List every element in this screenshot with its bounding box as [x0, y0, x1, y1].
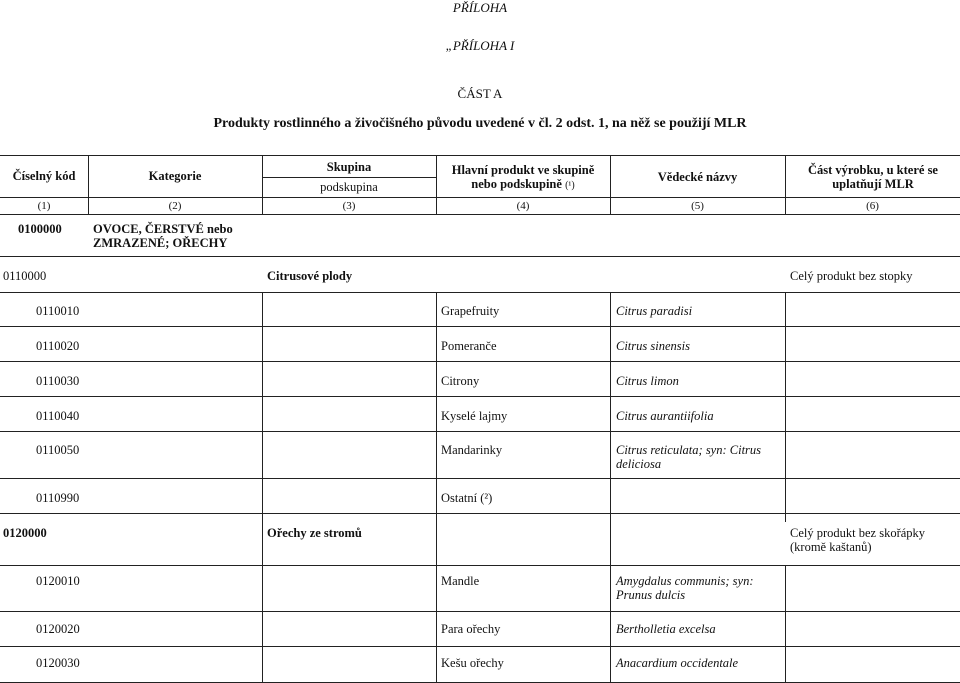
col-number: (1) [37, 200, 51, 212]
row-rule [0, 513, 960, 514]
body-divider-group [262, 292, 263, 682]
row-rule [0, 292, 960, 293]
col-header-code: Číselný kód [12, 169, 76, 183]
row-rule [0, 478, 960, 479]
row-scientific: Bertholletia excelsa [616, 622, 716, 636]
row-scientific: Citrus limon [616, 374, 679, 388]
part-label: ČÁST A [457, 86, 503, 101]
col-number: (6) [866, 200, 879, 212]
row-scientific: Citrus sinensis [616, 339, 690, 353]
row-scientific: Anacardium occidentale [616, 656, 739, 670]
row-product: Mandle [441, 574, 480, 588]
rule-colnum-bottom [0, 214, 960, 215]
row-code: 0120010 [36, 574, 80, 588]
row-product: Kyselé lajmy [441, 409, 508, 423]
row-group: Citrusové plody [267, 269, 353, 283]
row-code: 0110050 [36, 443, 80, 457]
row-code: 0100000 [18, 222, 62, 236]
row-code: 0110990 [36, 491, 80, 505]
rule-group-split [262, 177, 436, 178]
row-scientific: Citrus reticulata; syn: Citrus deliciosa [616, 443, 762, 471]
row-rule [0, 396, 960, 397]
row-scientific: Citrus paradisi [616, 304, 693, 318]
document-title: Produkty rostlinného a živočišného původu uvedené v čl. 2 odst. 1, na něž se použijí MLR [213, 116, 747, 131]
row-scientific: Amygdalus communis; syn: Prunus dulcis [616, 574, 754, 602]
row-rule [0, 256, 960, 257]
row-category: OVOCE, ČERSTVÉ nebo ZMRAZENÉ; OŘECHY [93, 222, 233, 250]
col-number: (2) [168, 200, 182, 212]
annex-label: PŘÍLOHA [452, 0, 508, 15]
row-scientific: Citrus aurantiifolia [616, 409, 714, 423]
row-product: Para ořechy [441, 622, 501, 636]
footnote-ref-1: (¹) [565, 180, 575, 191]
annex-reference: „PŘÍLOHA I [445, 38, 515, 53]
row-code: 0110000 [3, 269, 47, 283]
col-header-group: Skupina [326, 160, 372, 174]
col-header-scientific: Vědecké názvy [657, 170, 738, 184]
row-product: Grapefruity [441, 304, 500, 318]
row-code: 0110020 [36, 339, 80, 353]
row-rule [0, 361, 960, 362]
row-rule [0, 431, 960, 432]
body-divider-product [436, 292, 437, 682]
row-code: 0120000 [3, 526, 47, 540]
col-number: (5) [691, 200, 704, 212]
row-part: Celý produkt bez stopky [790, 269, 913, 283]
row-product: Ostatní (²) [441, 491, 493, 505]
col-header-category: Kategorie [148, 169, 202, 183]
row-product: Pomeranče [441, 339, 497, 353]
row-code: 0110040 [36, 409, 80, 423]
row-rule [0, 565, 960, 566]
main-product-label: Hlavní produkt ve skupině nebo podskupině [451, 163, 595, 191]
col-header-subgroup: podskupina [320, 180, 378, 194]
row-rule [0, 611, 960, 612]
col-number: (3) [342, 200, 356, 212]
rule-top [0, 155, 960, 156]
col-header-part: Část výrobku, u které se uplatňují MLR [808, 163, 938, 191]
row-rule [0, 326, 960, 327]
row-code: 0110030 [36, 374, 80, 388]
row-product: Citrony [441, 374, 480, 388]
row-product: Mandarinky [441, 443, 503, 457]
rule-header-bottom [0, 197, 960, 198]
col-number: (4) [516, 200, 530, 212]
row-code: 0110010 [36, 304, 80, 318]
body-divider-part-2 [785, 565, 786, 682]
row-group: Ořechy ze stromů [267, 526, 362, 540]
row-product: Kešu ořechy [441, 656, 504, 670]
row-code: 0120030 [36, 656, 80, 670]
row-code: 0120020 [36, 622, 80, 636]
row-rule [0, 646, 960, 647]
col-header-main-product [440, 163, 606, 193]
body-divider-scientific [610, 292, 611, 682]
row-part: Celý produkt bez skořápky (kromě kaštanů) [790, 526, 926, 554]
